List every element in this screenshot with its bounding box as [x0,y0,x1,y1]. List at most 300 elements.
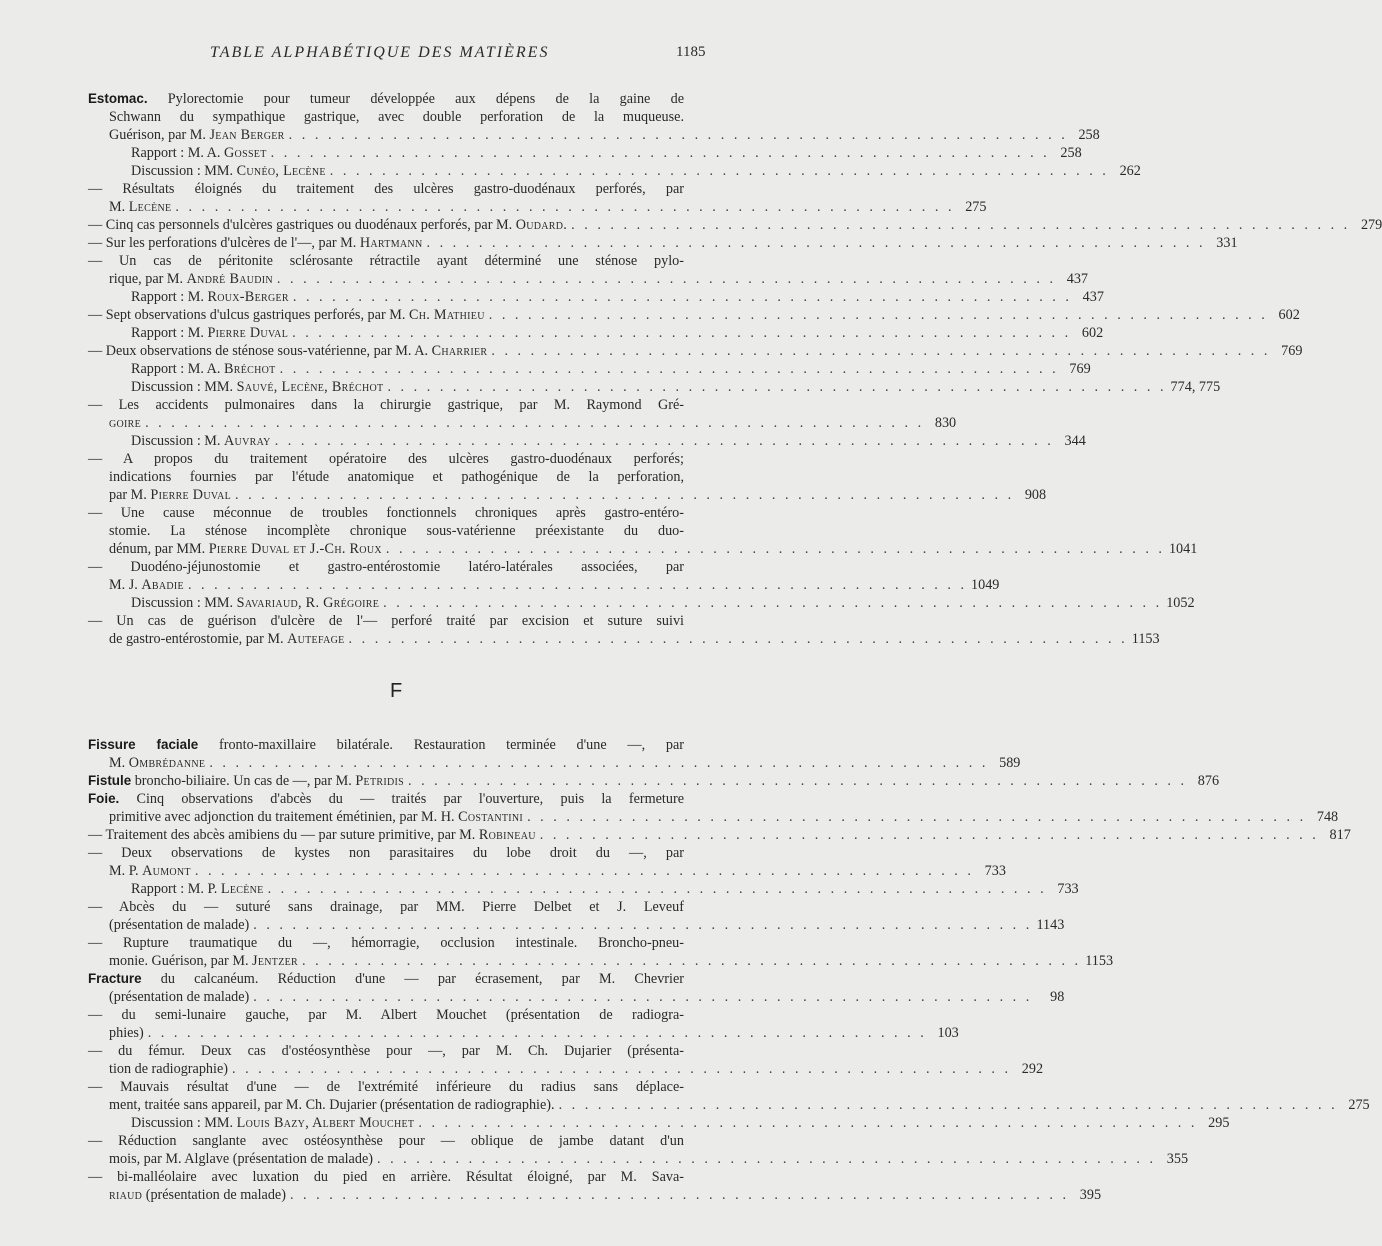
author-name: Hartmann [359,235,423,251]
author-name: Robineau [478,827,536,843]
page-reference: 602 [1278,307,1300,323]
index-entry [88,1078,1370,1114]
entry-text [131,360,276,378]
entry-body: ment, traitée sans appareil, par M. Ch. Dujarier (présentation de radiographie). [109,1097,555,1113]
entry-body: mois, par M. Alglave (présentation de malade) [109,1151,373,1167]
entry-text [109,1060,228,1078]
dot-leader: . . . . . . . . . . . . . . . . . . . . . . . . . . . . . . . . . . . . . . . . . . . . . . . . . . . . . . . . . . . . [376,1151,1157,1167]
index-entry [88,252,1088,288]
entry-line [88,862,1006,880]
index-subentry [88,144,1082,162]
dot-leader: . . . . . . . . . . . . . . . . . . . . . . . . . . . . . . . . . . . . . . . . . . . . . . . . . . . . . . . . . . . . [267,881,1047,897]
entry-heading: Estomac. [88,91,148,106]
entry-line [88,826,1351,844]
page-reference: 1153 [1085,953,1114,969]
entry-text [109,414,141,432]
page-reference: 258 [1078,127,1100,143]
entry-body: phies) [109,1025,144,1041]
entry-text [88,397,684,413]
entry-body: Guérison, par M. [109,127,210,143]
entry-line [88,306,1300,324]
page-reference: 733 [1057,881,1079,897]
entry-body: Discussion : MM. [131,595,237,611]
entry-text [109,862,191,880]
dot-leader: . . . . . . . . . . . . . . . . . . . . . . . . . . . . . . . . . . . . . . . . . . . . . . . . . . . . . . . . . . . . [194,863,974,879]
entry-body: — du fémur. Deux cas d'ostéosynthèse pour —, par M. Ch. Dujarier (présenta- [88,1043,684,1059]
entry-text [109,469,684,485]
entry-body: — Résultats éloignés du traitement des ulcères gastro-duodénaux perforés, par [88,181,684,197]
dot-leader: . . . . . . . . . . . . . . . . . . . . . . . . . . . . . . . . . . . . . . . . . . . . . . . . . . . . . . . . . . . . [418,1115,1198,1131]
page-header [0,44,800,66]
entry-body: Discussion : M. [131,433,225,449]
dot-leader: . . . . . . . . . . . . . . . . . . . . . . . . . . . . . . . . . . . . . . . . . . . . . . . . . . . . . . . . . . . . [235,487,1015,503]
page-reference: 275 [965,199,987,215]
dot-leader: . . . . . . . . . . . . . . . . . . . . . . . . . . . . . . . . . . . . . . . . . . . . . . . . . . . . . . . . . . . . [571,217,1351,233]
entry-line [88,234,1238,252]
entry-body: — Rupture traumatique du —, hémorragie, occlusion intestinale. Broncho-pneu- [88,935,684,951]
entry-line [88,468,684,486]
entry-text [109,1186,286,1204]
page-reference: 1143 [1036,917,1065,933]
index-entry [88,826,1351,844]
index-entry [88,970,1065,1006]
entry-body: fronto-maxillaire bilatérale. Restauration terminée d'une —, par [198,737,684,753]
entry-line [88,934,684,952]
entry-line [88,432,1086,450]
entry-text [88,505,684,521]
page-reference: 769 [1069,361,1091,377]
entry-line [88,1060,1044,1078]
entry-body: Rapport : M. [131,325,208,341]
author-name: Pierre Duval et J.-Ch. Roux [208,541,382,557]
index-entry [88,898,1065,934]
entry-body: (présentation de malade) [109,989,250,1005]
entry-body: — du semi-lunaire gauche, par M. Albert Mouchet (présentation de radiogra- [88,1007,684,1023]
entry-text [131,1114,414,1132]
page-reference: 589 [999,755,1021,771]
dot-leader: . . . . . . . . . . . . . . . . . . . . . . . . . . . . . . . . . . . . . . . . . . . . . . . . . . . . . . . . . . . . [527,809,1307,825]
entry-line [88,790,684,808]
dot-leader: . . . . . . . . . . . . . . . . . . . . . . . . . . . . . . . . . . . . . . . . . . . . . . . . . . . . . . . . . . . . [145,415,925,431]
page-reference: 344 [1064,433,1086,449]
author-name: Savariaud, R. Grégoire [236,595,380,611]
entry-line [88,90,684,108]
entry-text [88,216,567,234]
entry-body: stomie. La sténose incomplète chronique sous-vatérienne préexistante du duo- [109,523,684,539]
entry-line [88,360,1091,378]
entry-text [88,971,684,987]
entry-line [88,540,1198,558]
entry-line [88,808,1339,826]
entry-line [88,970,684,988]
entry-heading: Fracture [88,971,142,986]
entry-line [88,952,1114,970]
index-entry [88,772,1220,790]
entry-body: Discussion : MM. [131,1115,237,1131]
page-reference: 437 [1082,289,1104,305]
entry-body: Rapport : M. A. [131,145,225,161]
entry-body: Schwann du sympathique gastrique, avec double perforation de la muqueuse. [109,109,684,125]
entry-text [88,613,684,629]
entry-text [109,198,171,216]
dot-leader: . . . . . . . . . . . . . . . . . . . . . . . . . . . . . . . . . . . . . . . . . . . . . . . . . . . . . . . . . . . . [288,127,1068,143]
entry-body: de gastro-entérostomie, par M. [109,631,288,647]
page-reference: 258 [1060,145,1082,161]
entry-line [88,144,1082,162]
index-entry [88,612,1160,648]
entry-text [131,880,264,898]
entry-body: indications fournies par l'étude anatomique et pathogénique de la perforation, [109,469,684,485]
author-name: Ombrédanne [128,755,206,771]
page-reference: 748 [1316,809,1339,825]
page-reference: 275 [1348,1097,1370,1113]
entry-text [88,451,684,467]
f-section [88,736,1370,1204]
author-name: Costantini [458,809,524,825]
entry-body: M. [109,755,129,771]
entry-line [88,270,1088,288]
entry-text [88,234,422,252]
entry-text [88,91,684,107]
dot-leader: . . . . . . . . . . . . . . . . . . . . . . . . . . . . . . . . . . . . . . . . . . . . . . . . . . . . . . . . . . . . [426,235,1206,251]
entry-line [88,1096,1370,1114]
entry-text [88,1007,684,1023]
dot-leader: . . . . . . . . . . . . . . . . . . . . . . . . . . . . . . . . . . . . . . . . . . . . . . . . . . . . . . . . . . . . [187,577,968,593]
entry-text [88,737,684,753]
page-reference: 279 [1360,217,1382,233]
entry-body: broncho-biliaire. Un cas de —, par M. [131,773,356,789]
index-entry [88,450,1047,504]
entry-text [131,162,326,180]
index-entry [88,216,1382,234]
entry-line [88,396,684,414]
entry-line [88,1042,684,1060]
entry-text [109,523,684,539]
dot-leader: . . . . . . . . . . . . . . . . . . . . . . . . . . . . . . . . . . . . . . . . . . . . . . . . . . . . . . . . . . . . [292,325,1072,341]
entry-text [109,109,684,125]
index-subentry [88,880,1079,898]
entry-text [88,253,684,269]
author-name: Pierre Duval [207,325,289,341]
dot-leader: . . . . . . . . . . . . . . . . . . . . . . . . . . . . . . . . . . . . . . . . . . . . . . . . . . . . . . . . . . . . [289,1187,1070,1203]
section-letter: F [390,680,403,702]
entry-line [88,594,1195,612]
dot-leader: . . . . . . . . . . . . . . . . . . . . . . . . . . . . . . . . . . . . . . . . . . . . . . . . . . . . . . . . . . . . [279,361,1059,377]
entry-line [88,324,1104,342]
index-subentry [88,378,1221,396]
entry-body: — Sept observations d'ulcus gastriques perforés, par M. [88,307,409,323]
entry-text [88,935,684,951]
entry-line [88,216,1382,234]
entry-line [88,450,684,468]
dot-leader: . . . . . . . . . . . . . . . . . . . . . . . . . . . . . . . . . . . . . . . . . . . . . . . . . . . . . . . . . . . . [387,379,1167,395]
page-reference: 908 [1024,487,1047,503]
entry-text [131,288,289,306]
author-name: Autefage [287,631,345,647]
author-name: Oudard. [515,217,568,233]
index-entry [88,1132,1189,1168]
entry-line [88,736,684,754]
entry-line [88,1114,1230,1132]
dot-leader: . . . . . . . . . . . . . . . . . . . . . . . . . . . . . . . . . . . . . . . . . . . . . . . . . . . . . . . . . . . . [491,343,1271,359]
entry-line [88,916,1065,934]
index-entry [88,90,1100,144]
entry-body: Discussion : MM. [131,379,237,395]
page-reference: 830 [934,415,957,431]
entry-text [88,1169,684,1185]
entry-line [88,1150,1189,1168]
index-entry [88,1042,1044,1078]
entry-text [88,899,684,915]
entry-text [131,324,288,342]
entry-body: dénum, par MM. [109,541,209,557]
entry-body: M. J. [109,577,142,593]
author-name: André Baudin [186,271,273,287]
entry-line [88,1132,684,1150]
entry-body: — Deux observations de kystes non parasitaires du lobe droit du —, par [88,845,684,861]
page-reference: 331 [1216,235,1238,251]
index-subentry [88,594,1195,612]
dot-leader: . . . . . . . . . . . . . . . . . . . . . . . . . . . . . . . . . . . . . . . . . . . . . . . . . . . . . . . . . . . . [385,541,1165,557]
entry-heading: Foie. [88,791,120,806]
dot-leader: . . . . . . . . . . . . . . . . . . . . . . . . . . . . . . . . . . . . . . . . . . . . . . . . . . . . . . . . . . . . [274,433,1054,449]
entry-body: Cinq observations d'abcès du — traités par l'ouverture, puis la fermeture [119,791,684,807]
entry-body: tion de radiographie) [109,1061,228,1077]
page-reference: 1052 [1166,595,1195,611]
entry-text [88,845,684,861]
author-name: Gosset [224,145,267,161]
index-entry [88,844,1006,880]
entry-text [109,916,249,934]
index-entry [88,934,1114,970]
index-subentry [88,360,1091,378]
entry-line [88,162,1141,180]
author-name: Abadie [141,577,184,593]
entry-text [131,144,267,162]
dot-leader: . . . . . . . . . . . . . . . . . . . . . . . . . . . . . . . . . . . . . . . . . . . . . . . . . . . . . . . . . . . . [292,289,1072,305]
entry-body: (présentation de malade) [142,1187,286,1203]
entry-text [109,126,285,144]
entry-text [88,342,487,360]
entry-text [88,1079,684,1095]
dot-leader: . . . . . . . . . . . . . . . . . . . . . . . . . . . . . . . . . . . . . . . . . . . . . . . . . . . . . . . . . . . . [253,917,1033,933]
index-entry [88,790,1339,826]
entry-line [88,522,684,540]
entry-text [131,594,379,612]
author-name: Roux-Berger [207,289,289,305]
author-name: Lecène [220,881,264,897]
author-name: Jentzer [252,953,298,969]
entry-line [88,108,684,126]
entry-body: du calcanéum. Réduction d'une — par écrasement, par M. Chevrier [141,971,684,987]
entry-body: Pylorectomie pour tumeur développée aux dépens de la gaine de [147,91,684,107]
entry-text [131,432,271,450]
entry-body: primitive avec adjonction du traitement émétinien, par M. H. [109,809,459,825]
page-reference: 1041 [1168,541,1198,557]
index-subentry [88,432,1086,450]
entry-heading: Fissure faciale [88,737,199,752]
index-subentry [88,162,1141,180]
entry-line [88,630,1160,648]
index-subentry [88,324,1104,342]
entry-text [88,826,536,844]
page-reference: 262 [1119,163,1141,179]
index-entry [88,342,1303,360]
running-title: TABLE ALPHABÉTIQUE DES MATIÈRES [210,44,550,61]
entry-line [88,558,684,576]
entry-body: rique, par M. [109,271,187,287]
entry-text [109,270,273,288]
page-reference: 292 [1021,1061,1044,1077]
index-entry [88,1168,1102,1204]
entry-body: M. [109,199,129,215]
entry-text [109,576,184,594]
entry-line [88,988,1065,1006]
estomac-section [88,90,1382,648]
dot-leader: . . . . . . . . . . . . . . . . . . . . . . . . . . . . . . . . . . . . . . . . . . . . . . . . . . . . . . . . . . . . [558,1097,1338,1113]
entry-text [109,754,205,772]
entry-text [88,181,684,197]
entry-body: Rapport : M. P. [131,881,221,897]
page-reference: 355 [1166,1151,1189,1167]
entry-text [88,1043,684,1059]
entry-body: — bi-malléolaire avec luxation du pied en arrière. Résultat éloigné, par M. Sava- [88,1169,684,1185]
index-entry [88,1006,959,1042]
index-entry [88,504,1198,558]
author-name: Petridis [355,773,404,789]
entry-line [88,288,1104,306]
entry-body: Discussion : MM. [131,163,237,179]
entry-body: — Une cause méconnue de troubles fonctionnels chroniques après gastro-entéro- [88,505,684,521]
dot-leader: . . . . . . . . . . . . . . . . . . . . . . . . . . . . . . . . . . . . . . . . . . . . . . . . . . . . . . . . . . . . [253,989,1033,1005]
entry-text [131,378,383,396]
author-name: Aumont [142,863,191,879]
entry-line [88,898,684,916]
dot-leader: . . . . . . . . . . . . . . . . . . . . . . . . . . . . . . . . . . . . . . . . . . . . . . . . . . . . . . . . . . . . [175,199,955,215]
author-name: Sauvé, Lecène, Bréchot [236,379,384,395]
author-name: Charrier [431,343,488,359]
entry-body: Rapport : M. [131,289,208,305]
entry-text [88,559,684,575]
dot-leader: . . . . . . . . . . . . . . . . . . . . . . . . . . . . . . . . . . . . . . . . . . . . . . . . . . . . . . . . . . . . [488,307,1268,323]
index-entry [88,234,1238,252]
author-name: Pierre Duval [150,487,232,503]
entry-line [88,342,1303,360]
page-reference: 774, 775 [1170,379,1221,395]
dot-leader: . . . . . . . . . . . . . . . . . . . . . . . . . . . . . . . . . . . . . . . . . . . . . . . . . . . . . . . . . . . . [276,271,1056,287]
dot-leader: . . . . . . . . . . . . . . . . . . . . . . . . . . . . . . . . . . . . . . . . . . . . . . . . . . . . . . . . . . . . [348,631,1128,647]
entry-line [88,1186,1102,1204]
entry-line [88,198,987,216]
entry-line [88,576,1000,594]
entry-body: — A propos du traitement opératoire des ulcères gastro-duodénaux perforés; [88,451,684,467]
author-name: Lecène [128,199,172,215]
entry-line [88,1024,959,1042]
author-name: Louis Bazy, Albert Mouchet [236,1115,415,1131]
entry-text [109,988,249,1006]
page-reference: 437 [1066,271,1088,287]
dot-leader: . . . . . . . . . . . . . . . . . . . . . . . . . . . . . . . . . . . . . . . . . . . . . . . . . . . . . . . . . . . . [147,1025,927,1041]
dot-leader: . . . . . . . . . . . . . . . . . . . . . . . . . . . . . . . . . . . . . . . . . . . . . . . . . . . . . . . . . . . . [329,163,1109,179]
entry-body: — Un cas de péritonite sclérosante rétractile ayant déterminé une sténose pylo- [88,253,684,269]
dot-leader: . . . . . . . . . . . . . . . . . . . . . . . . . . . . . . . . . . . . . . . . . . . . . . . . . . . . . . . . . . . . [407,773,1188,789]
index-entry [88,306,1300,324]
entry-text [109,952,298,970]
entry-line [88,612,684,630]
page-reference: 395 [1079,1187,1102,1203]
page-reference: 1153 [1131,631,1160,647]
entry-body: — Abcès du — suturé sans drainage, par MM. Pierre Delbet et J. Leveuf [88,899,684,915]
entry-text [88,306,485,324]
entry-body: — Cinq cas personnels d'ulcères gastriques ou duodénaux perforés, par M. [88,217,516,233]
page-reference: 103 [937,1025,959,1041]
entry-line [88,880,1079,898]
dot-leader: . . . . . . . . . . . . . . . . . . . . . . . . . . . . . . . . . . . . . . . . . . . . . . . . . . . . . . . . . . . . [270,145,1050,161]
entry-text [88,772,404,790]
entry-body: Rapport : M. A. [131,361,225,377]
author-name: Auvray [224,433,271,449]
entry-body: — Les accidents pulmonaires dans la chirurgie gastrique, par M. Raymond Gré- [88,397,684,413]
entry-line [88,844,684,862]
entry-body: — Traitement des abcès amibiens du — par suture primitive, par M. [88,827,479,843]
entry-line [88,180,684,198]
entry-text [109,486,231,504]
author-name: Ch. Mathieu [408,307,485,323]
entry-line [88,504,684,522]
entry-body: M. P. [109,863,143,879]
entry-body: — Mauvais résultat d'une — de l'extrémité inférieure du radius sans déplace- [88,1079,684,1095]
dot-leader: . . . . . . . . . . . . . . . . . . . . . . . . . . . . . . . . . . . . . . . . . . . . . . . . . . . . . . . . . . . . [539,827,1319,843]
index-subentry [88,1114,1230,1132]
index-entry [88,180,987,216]
index-subentry [88,288,1104,306]
page-reference: 602 [1081,325,1104,341]
author-name: riaud [109,1187,143,1203]
entry-text [88,1133,684,1149]
entry-line [88,252,684,270]
entry-text [109,540,382,558]
dot-leader: . . . . . . . . . . . . . . . . . . . . . . . . . . . . . . . . . . . . . . . . . . . . . . . . . . . . . . . . . . . . [383,595,1163,611]
page-reference: 295 [1208,1115,1230,1131]
entry-text [109,1024,144,1042]
entry-line [88,1006,684,1024]
page-reference: 769 [1281,343,1303,359]
author-name: Bréchot [224,361,276,377]
page-reference: 1049 [971,577,1000,593]
author-name: goire [109,415,142,431]
dot-leader: . . . . . . . . . . . . . . . . . . . . . . . . . . . . . . . . . . . . . . . . . . . . . . . . . . . . . . . . . . . . [231,1061,1012,1077]
dot-leader: . . . . . . . . . . . . . . . . . . . . . . . . . . . . . . . . . . . . . . . . . . . . . . . . . . . . . . . . . . . . [302,953,1082,969]
entry-line [88,126,1100,144]
page-reference: 733 [984,863,1006,879]
index-entry [88,396,957,432]
entry-line [88,378,1221,396]
entry-line [88,414,957,432]
entry-text [109,1096,555,1114]
page-reference: 98 [1050,989,1065,1005]
entry-line [88,772,1220,790]
entry-body: par M. [109,487,151,503]
entry-body: (présentation de malade) [109,917,250,933]
entry-line [88,1168,684,1186]
entry-text [88,791,684,807]
author-name: Cunéo, Lecène [236,163,326,179]
entry-body: monie. Guérison, par M. [109,953,253,969]
page-reference: 876 [1197,773,1220,789]
entry-body: — Réduction sanglante avec ostéosynthèse pour — oblique de jambe datant d'un [88,1133,684,1149]
dot-leader: . . . . . . . . . . . . . . . . . . . . . . . . . . . . . . . . . . . . . . . . . . . . . . . . . . . . . . . . . . . . [209,755,989,771]
entry-text [109,630,345,648]
